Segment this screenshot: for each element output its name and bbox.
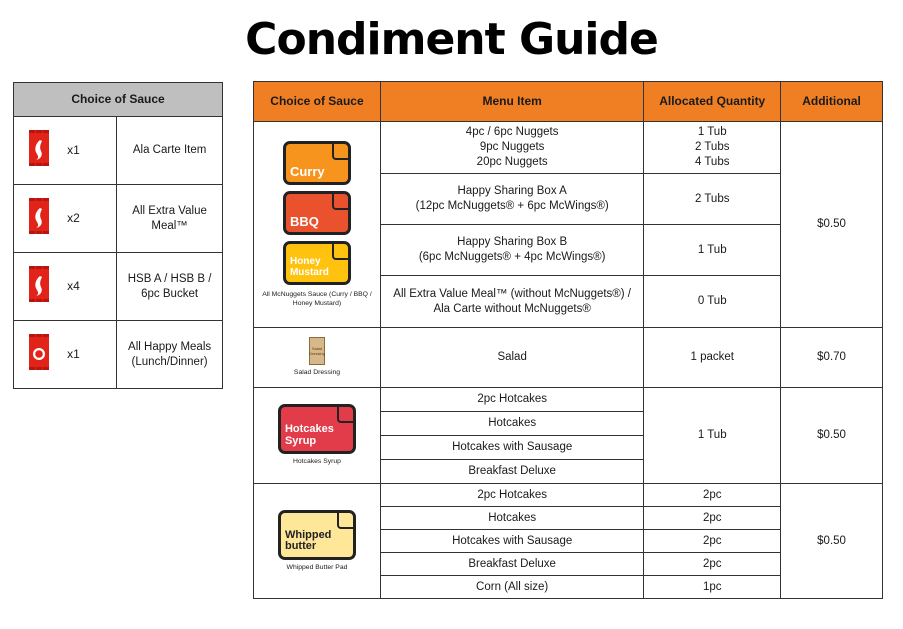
menu-item: Salad (380, 328, 643, 388)
table-row (14, 321, 223, 389)
menu-item: Hotcakes with Sausage (380, 530, 643, 553)
quantity: 1 Tub (644, 225, 781, 276)
menu-item: Corn (All size) (380, 576, 643, 599)
salad-dressing-icon (309, 337, 325, 365)
condiment-table (253, 81, 883, 599)
tomato-packet-icon (29, 334, 49, 370)
table-row (14, 117, 223, 185)
chili-packet-icon (29, 198, 49, 234)
menu-item: Happy Sharing Box B (6pc McNuggets® + 4pc McWings®) (380, 225, 643, 276)
honey-mustard-sauce-icon (283, 241, 351, 285)
menu-item: 2pc Hotcakes (380, 388, 643, 412)
description: HSB A / HSB B / 6pc Bucket (117, 253, 223, 321)
chili-packet-icon (29, 130, 49, 166)
hotcakes-syrup-caption: Hotcakes Syrup (292, 458, 341, 466)
whipped-butter-cell (254, 484, 381, 599)
menu-item: Hotcakes (380, 507, 643, 530)
multiplier: x1 (63, 117, 117, 185)
menu-item: Hotcakes with Sausage (380, 436, 643, 460)
whipped-butter-caption: Whipped Butter Pad (286, 563, 348, 571)
salad-dressing-caption: Salad Dressing (293, 369, 341, 377)
multiplier: x2 (63, 185, 117, 253)
quantity: 1 Tub 2 Tubs 4 Tubs (644, 122, 781, 174)
hotcakes-syrup-label: Hotcakes Syrup (284, 423, 334, 447)
honey-mustard-label: Honey Mustard (289, 256, 329, 278)
curry-label: Curry (289, 163, 325, 179)
butter-price: $0.50 (781, 484, 883, 599)
menu-item: 2pc Hotcakes (380, 484, 643, 507)
curry-sauce-icon (283, 141, 351, 185)
header-allocated-quantity: Allocated Quantity (644, 82, 781, 122)
bbq-sauce-icon (283, 191, 351, 235)
quantity: 1 packet (644, 328, 781, 388)
left-table-header: Choice of Sauce (14, 83, 223, 117)
nuggets-sauce-cell (254, 122, 381, 328)
table-header-row (254, 82, 883, 122)
page-title: Condiment Guide (245, 14, 658, 65)
nuggets-price: $0.50 (781, 122, 883, 328)
table-row (14, 253, 223, 321)
nuggets-sauce-caption: All McNuggets Sauce (Curry / BBQ / Honey Mustard) (262, 291, 372, 307)
salad-dressing-icon-label: Salad Dressing (309, 346, 325, 357)
menu-item: Happy Sharing Box A (12pc McNuggets® + 6pc McWings®) (380, 174, 643, 225)
header-choice-of-sauce: Choice of Sauce (254, 82, 381, 122)
menu-item: 4pc / 6pc Nuggets 9pc Nuggets 20pc Nuggets (380, 122, 643, 174)
quantity: 2pc (644, 553, 781, 576)
syrup-price: $0.50 (781, 388, 883, 484)
table-row (254, 484, 883, 507)
hotcakes-syrup-icon (278, 404, 356, 454)
menu-item: All Extra Value Meal™ (without McNuggets®) / Ala Carte without McNuggets® (380, 276, 643, 328)
hotcakes-syrup-cell (254, 388, 381, 484)
description: Ala Carte Item (117, 117, 223, 185)
quantity: 1 Tub (644, 388, 781, 484)
multiplier: x4 (63, 253, 117, 321)
quantity: 2pc (644, 507, 781, 530)
menu-item: Breakfast Deluxe (380, 460, 643, 484)
header-additional: Additional (781, 82, 883, 122)
salad-dressing-cell (254, 328, 381, 388)
header-menu-item: Menu Item (380, 82, 643, 122)
description: All Extra Value Meal™ (117, 185, 223, 253)
menu-item: Hotcakes (380, 412, 643, 436)
quantity: 0 Tub (644, 276, 781, 328)
quantity: 1pc (644, 576, 781, 599)
description: All Happy Meals (Lunch/Dinner) (117, 321, 223, 389)
chili-packet-icon (29, 266, 49, 302)
whipped-butter-icon (278, 510, 356, 560)
quantity: 2pc (644, 530, 781, 553)
salad-price: $0.70 (781, 328, 883, 388)
quantity: 2pc (644, 484, 781, 507)
sauce-packet-table (13, 82, 223, 389)
bbq-label: BBQ (289, 213, 319, 229)
multiplier: x1 (63, 321, 117, 389)
menu-item: Breakfast Deluxe (380, 553, 643, 576)
table-row (254, 388, 883, 412)
table-row (254, 122, 883, 174)
table-row (254, 328, 883, 388)
table-row (14, 185, 223, 253)
whipped-butter-label: Whipped butter (284, 528, 332, 553)
quantity: 2 Tubs (644, 174, 781, 225)
